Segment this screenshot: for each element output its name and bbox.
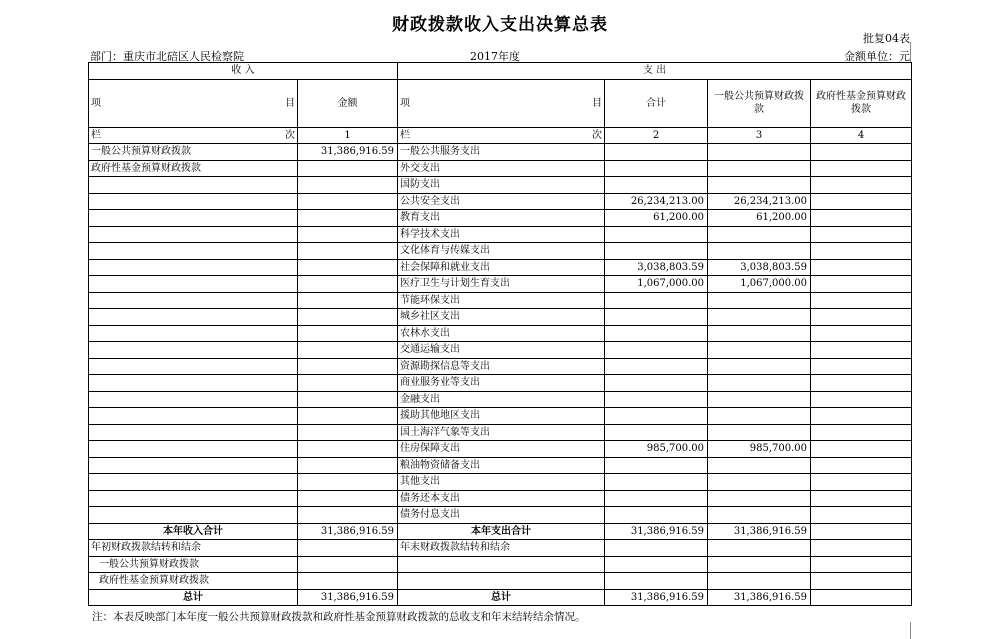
income-item-header: 项 目 bbox=[89, 79, 298, 127]
expense-total: 26,234,213.00 bbox=[605, 193, 708, 210]
expense-fund bbox=[811, 474, 912, 491]
expense-item: 交通运输支出 bbox=[398, 342, 605, 359]
expense-total: 61,200.00 bbox=[605, 210, 708, 227]
year-expense-total-label: 本年支出合计 bbox=[398, 523, 605, 540]
begin-carry-amount bbox=[298, 540, 398, 557]
year-income-total-amount: 31,386,916.59 bbox=[298, 523, 398, 540]
expense-fund bbox=[811, 424, 912, 441]
income-amount bbox=[298, 309, 398, 326]
income-item bbox=[89, 325, 298, 342]
fiscal-year: 2017年度 bbox=[470, 50, 520, 63]
income-amount bbox=[298, 391, 398, 408]
grand-total-row bbox=[89, 589, 912, 606]
income-amount bbox=[298, 210, 398, 227]
table-row bbox=[89, 226, 912, 243]
col-number-3: 3 bbox=[708, 127, 811, 144]
grand-expense-label: 总计 bbox=[398, 589, 605, 606]
expense-item: 社会保障和就业支出 bbox=[398, 259, 605, 276]
income-amount bbox=[298, 292, 398, 309]
expense-general bbox=[708, 243, 811, 260]
expense-total bbox=[605, 424, 708, 441]
income-item bbox=[89, 441, 298, 458]
income-amount bbox=[298, 342, 398, 359]
expense-item: 资源勘探信息等支出 bbox=[398, 358, 605, 375]
budget-summary-table bbox=[88, 62, 912, 606]
income-item bbox=[89, 193, 298, 210]
end-carry-total bbox=[605, 540, 708, 557]
income-amount bbox=[298, 226, 398, 243]
income-item: 政府性基金预算财政拨款 bbox=[89, 160, 298, 177]
expense-total bbox=[605, 408, 708, 425]
header-row-1 bbox=[89, 63, 912, 80]
expense-item: 国防支出 bbox=[398, 177, 605, 194]
expense-total bbox=[605, 177, 708, 194]
page-edge-line bbox=[910, 42, 911, 62]
expense-general bbox=[708, 226, 811, 243]
income-header: 收 入 bbox=[89, 63, 398, 80]
income-item bbox=[89, 309, 298, 326]
gov-fund-header: 政府性基金预算财政拨款 bbox=[811, 79, 912, 127]
year-expense-general: 31,386,916.59 bbox=[708, 523, 811, 540]
expense-fund bbox=[811, 342, 912, 359]
expense-total bbox=[605, 160, 708, 177]
form-number: 批复04表 bbox=[863, 32, 910, 45]
expense-total bbox=[605, 358, 708, 375]
year-income-total-label: 本年收入合计 bbox=[89, 523, 298, 540]
expense-fund bbox=[811, 325, 912, 342]
carry-row-1 bbox=[89, 540, 912, 557]
expense-general: 26,234,213.00 bbox=[708, 193, 811, 210]
expense-fund bbox=[811, 490, 912, 507]
expense-general bbox=[708, 292, 811, 309]
expense-general bbox=[708, 457, 811, 474]
expense-fund bbox=[811, 243, 912, 260]
expense-fund bbox=[811, 391, 912, 408]
income-item bbox=[89, 243, 298, 260]
expense-total bbox=[605, 309, 708, 326]
table-row bbox=[89, 193, 912, 210]
table-note: 注：本表反映部门本年度一般公共预算财政拨款和政府性基金预算财政拨款的总收支和年末结转结余情况。 bbox=[92, 611, 586, 623]
table-row bbox=[89, 144, 912, 161]
carry-fund-label: 政府性基金预算财政拨款 bbox=[89, 573, 298, 590]
income-item bbox=[89, 375, 298, 392]
expense-item: 城乡社区支出 bbox=[398, 309, 605, 326]
table-row bbox=[89, 342, 912, 359]
page-edge-line-bottom bbox=[910, 622, 911, 639]
income-item bbox=[89, 276, 298, 293]
expense-item: 国土海洋气象等支出 bbox=[398, 424, 605, 441]
expense-item: 其他支出 bbox=[398, 474, 605, 491]
expense-fund bbox=[811, 375, 912, 392]
col-label-left: 栏 次 bbox=[89, 127, 298, 144]
expense-item: 医疗卫生与计划生育支出 bbox=[398, 276, 605, 293]
carry-general-label: 一般公共预算财政拨款 bbox=[89, 556, 298, 573]
expense-item: 公共安全支出 bbox=[398, 193, 605, 210]
table-row bbox=[89, 243, 912, 260]
col-number-1: 1 bbox=[298, 127, 398, 144]
year-expense-fund bbox=[811, 523, 912, 540]
expense-fund bbox=[811, 292, 912, 309]
table-row bbox=[89, 490, 912, 507]
expense-total bbox=[605, 391, 708, 408]
table-row bbox=[89, 325, 912, 342]
income-amount bbox=[298, 193, 398, 210]
expense-fund bbox=[811, 408, 912, 425]
expense-total bbox=[605, 474, 708, 491]
expense-fund bbox=[811, 193, 912, 210]
income-amount bbox=[298, 424, 398, 441]
table-row bbox=[89, 309, 912, 326]
income-amount bbox=[298, 243, 398, 260]
income-item bbox=[89, 292, 298, 309]
expense-item: 节能环保支出 bbox=[398, 292, 605, 309]
table-row bbox=[89, 474, 912, 491]
column-number-row bbox=[89, 127, 912, 144]
table-row bbox=[89, 457, 912, 474]
table-row bbox=[89, 276, 912, 293]
expense-general bbox=[708, 375, 811, 392]
income-item bbox=[89, 457, 298, 474]
expense-total bbox=[605, 144, 708, 161]
table-row bbox=[89, 424, 912, 441]
end-carry-label: 年末财政拨款结转和结余 bbox=[398, 540, 605, 557]
expense-fund bbox=[811, 276, 912, 293]
begin-carry-label: 年初财政拨款结转和结余 bbox=[89, 540, 298, 557]
end-carry-general bbox=[708, 540, 811, 557]
expense-general bbox=[708, 325, 811, 342]
table-row bbox=[89, 160, 912, 177]
income-item bbox=[89, 342, 298, 359]
expense-total bbox=[605, 457, 708, 474]
grand-income-label: 总计 bbox=[89, 589, 298, 606]
expense-item: 债务还本支出 bbox=[398, 490, 605, 507]
income-amount bbox=[298, 375, 398, 392]
income-item bbox=[89, 391, 298, 408]
expense-item: 债务付息支出 bbox=[398, 507, 605, 524]
table-row bbox=[89, 210, 912, 227]
amount-unit: 金额单位：元 bbox=[844, 50, 910, 63]
income-amount bbox=[298, 441, 398, 458]
expense-total bbox=[605, 226, 708, 243]
expense-fund bbox=[811, 226, 912, 243]
income-amount bbox=[298, 507, 398, 524]
carry-row-3 bbox=[89, 573, 912, 590]
income-amount bbox=[298, 177, 398, 194]
expense-general bbox=[708, 309, 811, 326]
header-row-2 bbox=[89, 79, 912, 127]
expense-item: 援助其他地区支出 bbox=[398, 408, 605, 425]
income-item bbox=[89, 424, 298, 441]
income-item bbox=[89, 226, 298, 243]
grand-expense-fund bbox=[811, 589, 912, 606]
expense-item-header: 项 目 bbox=[398, 79, 605, 127]
expense-general bbox=[708, 490, 811, 507]
expense-fund bbox=[811, 144, 912, 161]
expense-general bbox=[708, 424, 811, 441]
income-amount bbox=[298, 457, 398, 474]
col-number-4: 4 bbox=[811, 127, 912, 144]
expense-general bbox=[708, 507, 811, 524]
income-item: 一般公共预算财政拨款 bbox=[89, 144, 298, 161]
table-row bbox=[89, 408, 912, 425]
income-item bbox=[89, 408, 298, 425]
expense-fund bbox=[811, 210, 912, 227]
expense-fund bbox=[811, 457, 912, 474]
expense-item: 文化体育与传媒支出 bbox=[398, 243, 605, 260]
income-amount bbox=[298, 474, 398, 491]
expense-fund bbox=[811, 259, 912, 276]
expense-item: 粮油物资储备支出 bbox=[398, 457, 605, 474]
end-carry-fund bbox=[811, 540, 912, 557]
table-row bbox=[89, 375, 912, 392]
expense-general: 985,700.00 bbox=[708, 441, 811, 458]
income-item bbox=[89, 358, 298, 375]
income-amount bbox=[298, 160, 398, 177]
amount-header: 金额 bbox=[298, 79, 398, 127]
expense-general bbox=[708, 177, 811, 194]
income-item bbox=[89, 507, 298, 524]
expense-fund bbox=[811, 441, 912, 458]
grand-income-amount: 31,386,916.59 bbox=[298, 589, 398, 606]
expense-fund bbox=[811, 160, 912, 177]
expense-general: 3,038,803.59 bbox=[708, 259, 811, 276]
table-row bbox=[89, 391, 912, 408]
col-number-2: 2 bbox=[605, 127, 708, 144]
income-amount: 31,386,916.59 bbox=[298, 144, 398, 161]
income-item bbox=[89, 490, 298, 507]
carry-row-2 bbox=[89, 556, 912, 573]
grand-expense-total: 31,386,916.59 bbox=[605, 589, 708, 606]
year-expense-total: 31,386,916.59 bbox=[605, 523, 708, 540]
table-row bbox=[89, 259, 912, 276]
col-label-right: 栏 次 bbox=[398, 127, 605, 144]
expense-fund bbox=[811, 358, 912, 375]
expense-general: 1,067,000.00 bbox=[708, 276, 811, 293]
table-row bbox=[89, 507, 912, 524]
expense-fund bbox=[811, 507, 912, 524]
expense-total bbox=[605, 507, 708, 524]
income-amount bbox=[298, 408, 398, 425]
expense-item: 金融支出 bbox=[398, 391, 605, 408]
expense-general bbox=[708, 474, 811, 491]
expense-item: 商业服务业等支出 bbox=[398, 375, 605, 392]
grand-expense-general: 31,386,916.59 bbox=[708, 589, 811, 606]
expense-total: 1,067,000.00 bbox=[605, 276, 708, 293]
expense-fund bbox=[811, 309, 912, 326]
expense-total bbox=[605, 342, 708, 359]
expense-item: 外交支出 bbox=[398, 160, 605, 177]
expense-item: 一般公共服务支出 bbox=[398, 144, 605, 161]
expense-item: 农林水支出 bbox=[398, 325, 605, 342]
expense-general bbox=[708, 160, 811, 177]
expense-total bbox=[605, 375, 708, 392]
expense-general: 61,200.00 bbox=[708, 210, 811, 227]
expense-header: 支 出 bbox=[398, 63, 912, 80]
expense-general bbox=[708, 408, 811, 425]
report-title: 财政拨款收入支出决算总表 bbox=[392, 15, 608, 35]
income-amount bbox=[298, 276, 398, 293]
income-item bbox=[89, 177, 298, 194]
expense-item: 住房保障支出 bbox=[398, 441, 605, 458]
expense-total bbox=[605, 490, 708, 507]
income-item bbox=[89, 259, 298, 276]
expense-general bbox=[708, 144, 811, 161]
expense-fund bbox=[811, 177, 912, 194]
table-row bbox=[89, 358, 912, 375]
income-item bbox=[89, 210, 298, 227]
year-total-row bbox=[89, 523, 912, 540]
department-label: 部门：重庆市北碚区人民检察院 bbox=[90, 50, 244, 63]
expense-total bbox=[605, 292, 708, 309]
income-amount bbox=[298, 358, 398, 375]
table-row bbox=[89, 441, 912, 458]
table-row bbox=[89, 177, 912, 194]
income-amount bbox=[298, 325, 398, 342]
expense-total: 3,038,803.59 bbox=[605, 259, 708, 276]
expense-total: 985,700.00 bbox=[605, 441, 708, 458]
income-amount bbox=[298, 259, 398, 276]
expense-item: 科学技术支出 bbox=[398, 226, 605, 243]
expense-item: 教育支出 bbox=[398, 210, 605, 227]
expense-general bbox=[708, 391, 811, 408]
income-amount bbox=[298, 490, 398, 507]
expense-total bbox=[605, 325, 708, 342]
total-header: 合计 bbox=[605, 79, 708, 127]
table-row bbox=[89, 292, 912, 309]
general-budget-header: 一般公共预算财政拨款 bbox=[708, 79, 811, 127]
expense-general bbox=[708, 358, 811, 375]
expense-total bbox=[605, 243, 708, 260]
income-item bbox=[89, 474, 298, 491]
expense-general bbox=[708, 342, 811, 359]
